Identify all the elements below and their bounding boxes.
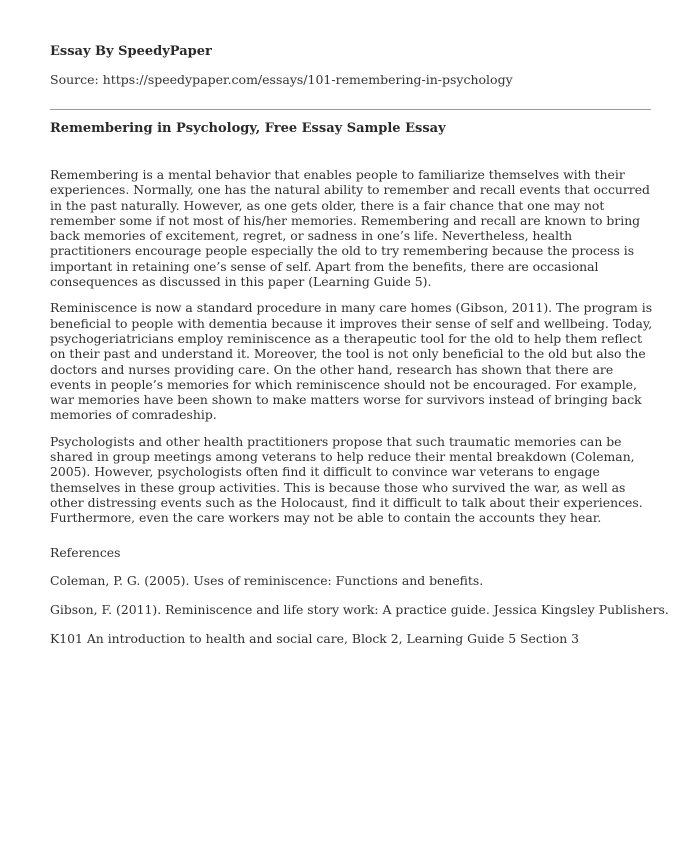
essay-header-title: Essay By SpeedyPaper [50,44,212,59]
essay-paragraph: Remembering is a mental behavior that enables people to familiarize themselves with their experiences. Normally, one has the natural ability to remember and recall events that occurred in the past naturally. However, as one gets older, there is a fair chance that one may not remember some if not most of his/her memories. Remembering and recall are known to bring back memories of excitement, regret, or sadness in one’s life. Nevertheless, health practitioners encourage people especially the old to try remembering because the process is important in retaining one’s sense of self. Apart from the benefits, there are occasional consequences as discussed in this paper (Learning Guide 5). [50,167,650,290]
references-heading: References [50,545,121,560]
reference-item: Gibson, F. (2011). Reminiscence and life story work: A practice guide. Jessica Kingsley Publishers. [50,602,669,617]
reference-item: K101 An introduction to health and social care, Block 2, Learning Guide 5 Section 3 [50,631,580,646]
essay-body [50,167,655,537]
divider [50,109,651,110]
essay-title: Remembering in Psychology, Free Essay Sample Essay [50,121,446,136]
essay-paragraph: Reminiscence is now a standard procedure in many care homes (Gibson, 2011). The program is beneficial to people with dementia because it improves their sense of self and wellbeing. Today, psychogeriatricians employ reminiscence as a therapeutic tool for the old to help them reflect on their past and understand it. Moreover, the tool is not only beneficial to the old but also the doctors and nurses providing care. On the other hand, research has shown that there are events in people’s memories for which reminiscence should not be encouraged. For example, war memories have been shown to make matters worse for survivors instead of bringing back memories of comradeship. [50,300,653,423]
source-url: Source: https://speedypaper.com/essays/101-remembering-in-psychology [50,72,513,87]
reference-item: Coleman, P. G. (2005). Uses of reminiscence: Functions and benefits. [50,573,484,588]
essay-paragraph: Psychologists and other health practitioners propose that such traumatic memories can be shared in group meetings among veterans to help reduce their mental breakdown (Coleman, 2005). However, psychologists often find it difficult to convince war veterans to engage themselves in these group activities. This is because those who survived the war, as well as other distressing events such as the Holocaust, find it difficult to talk about their experiences. Furthermore, even the care workers may not be able to contain the accounts they hear. [50,433,643,526]
references-section [50,545,669,660]
